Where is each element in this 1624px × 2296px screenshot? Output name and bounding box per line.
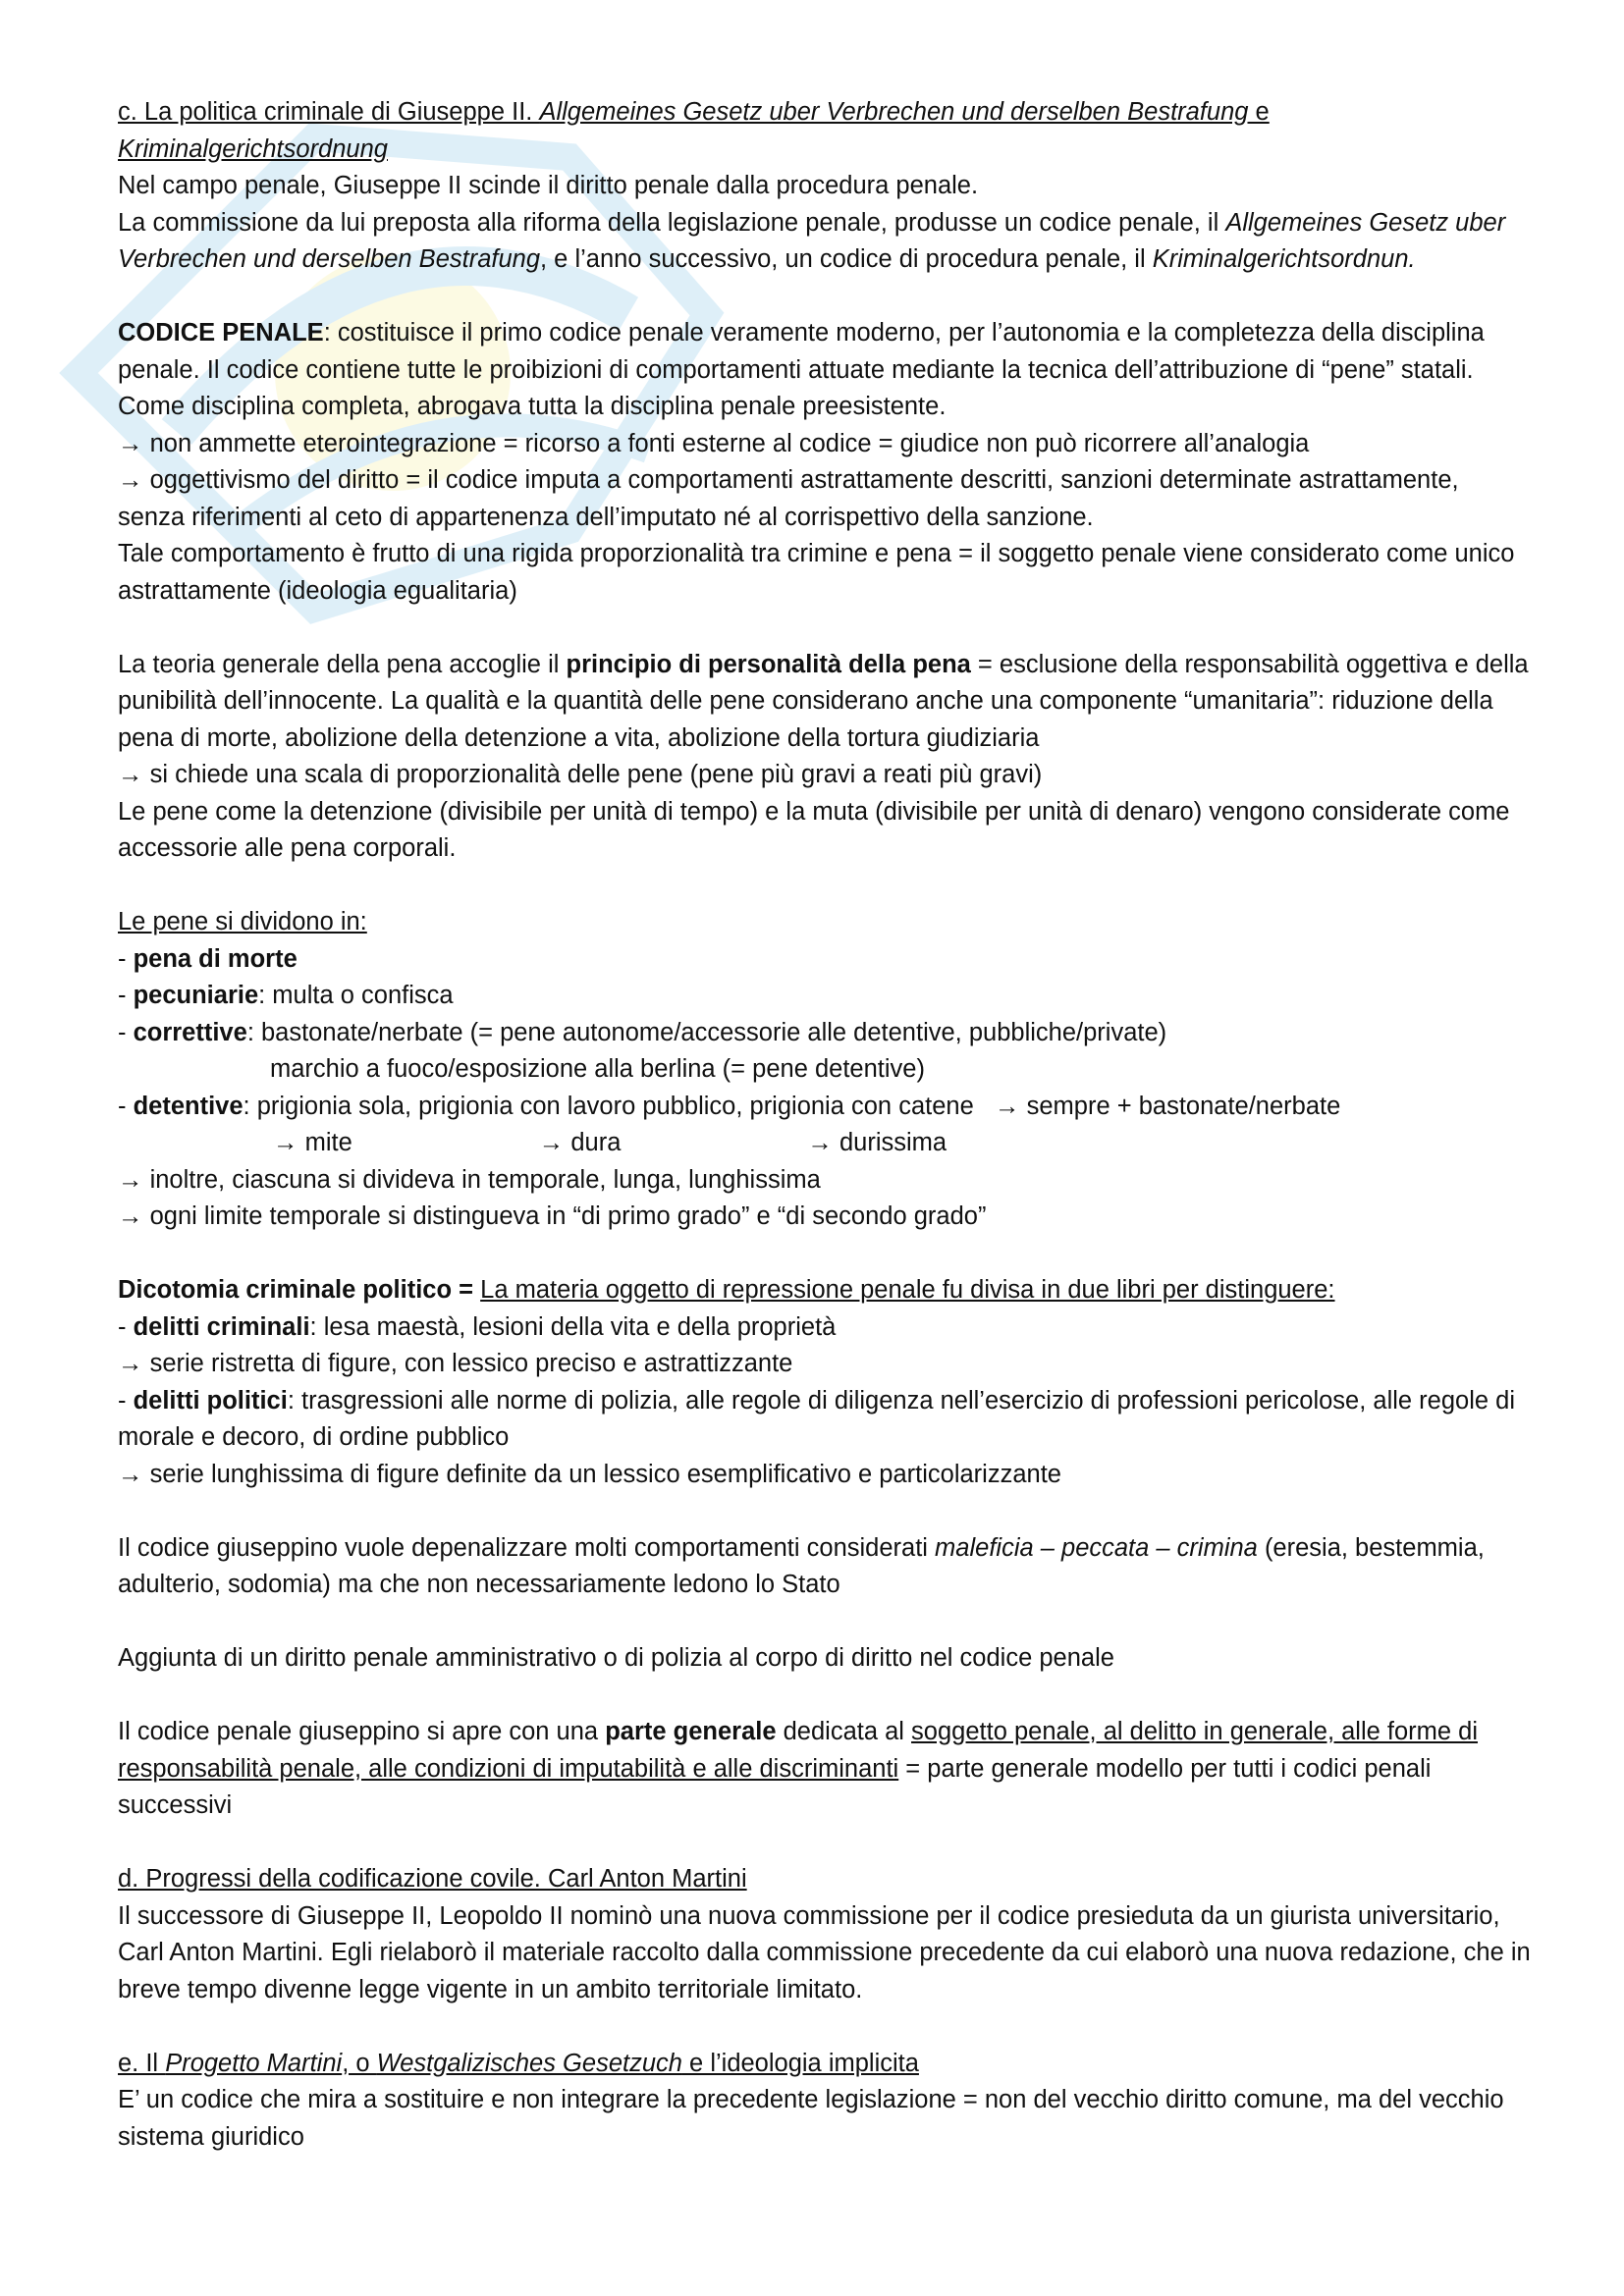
- section-c-heading: c. La politica criminale di Giuseppe II. Allgemeines Gesetz uber Verbrechen und derselben Bestrafung e Kriminalgerichtsordnung: [118, 98, 1270, 163]
- section-d-heading: d. Progressi della codificazione covile. Carl Anton Martini: [118, 1865, 747, 1893]
- arrow-icon: →: [118, 1165, 143, 1194]
- section-d-paragraph: Il successore di Giuseppe II, Leopoldo II nominò una nuova commissione per il codice presieduta da un giurista universitario, Carl Anton Martini. Egli rielaborò il materiale raccolto dalla commissione precedente da cui elaborò una nuova redazione, che in breve tempo divenne legge vigente in un ambito territoriale limitato.: [118, 1901, 1531, 2003]
- arrow-icon: →: [118, 1350, 143, 1377]
- pene-arrow-2: → ogni limite temporale si distingueva in “di primo grado” e “di secondo grado”: [118, 1202, 987, 1230]
- dicotomia-politici-arrow: → serie lunghissima di figure definite da un lessico esemplificativo e particolarizzante: [118, 1460, 1061, 1488]
- pene-arrow-1: → inoltre, ciascuna si divideva in temporale, lunga, lunghissima: [118, 1165, 821, 1194]
- section-e-paragraph: E’ un codice che mira a sostituire e non integrare la precedente legislazione = non del vecchio diritto comune, ma del vecchio sistema giuridico: [118, 2086, 1504, 2151]
- pene-item-correttive: - correttive: bastonate/nerbate (= pene autonome/accessorie alle detentive, pubbliche/private): [118, 1018, 1167, 1046]
- aggiunta-paragraph: Aggiunta di un diritto penale amministrativo o di polizia al corpo di diritto nel codice penale: [118, 1644, 1114, 1672]
- codice-penale-paragraph: CODICE PENALE: costituisce il primo codice penale veramente moderno, per l’autonomia e la completezza della disciplina penale. Il codice contiene tutte le proibizioni di comportamenti attuate mediante la tecnica dell’attribuzione di “pene” statali. Come disciplina completa, abrogava tutta la disciplina penale preesistente.: [118, 319, 1485, 420]
- teoria-arrow: → si chiede una scala di proporzionalità delle pene (pene più gravi a reati più gravi): [118, 761, 1043, 788]
- teoria-paragraph: La teoria generale della pena accoglie il principio di personalità della pena = esclusione della responsabilità oggettiva e della punibilità dell’innocente. La qualità e la quantità delle pene considerano anche una componente “umanitaria”: riduzione della pena di morte, abolizione della detenzione a vita, abolizione della tortura giudiziaria: [118, 650, 1529, 752]
- dicotomia-heading: Dicotomia criminale politico = La materia oggetto di repressione penale fu divisa in due libri per distinguere:: [118, 1276, 1335, 1304]
- parte-generale-paragraph: Il codice penale giuseppino si apre con una parte generale dedicata al soggetto penale, al delitto in generale, alle forme di responsabilità penale, alle condizioni di imputabilità e alle discriminanti = parte generale modello per tutti i codici penali successivi: [118, 1718, 1479, 1819]
- pene-heading: Le pene si dividono in:: [118, 908, 367, 935]
- section-c-paragraph-2: La commissione da lui preposta alla riforma della legislazione penale, produsse un codice penale, il Allgemeines Gesetz uber Verbrechen und derselben Bestrafung, e l’anno successivo, un codice di procedura penale, il Kriminalgerichtsordnun.: [118, 208, 1506, 273]
- pene-item-morte: - pena di morte: [118, 944, 298, 973]
- dicotomia-criminali: - delitti criminali: lesa maestà, lesioni della vita e della proprietà: [118, 1312, 837, 1341]
- arrow-icon: →: [807, 1129, 833, 1156]
- pene-item-detentive: - detentive: prigionia sola, prigionia con lavoro pubblico, prigionia con catene → sempre + bastonate/nerbate: [118, 1092, 1341, 1120]
- codice-arrow-1: → non ammette eterointegrazione = ricorso a fonti esterne al codice = giudice non può ricorrere all’analogia: [118, 429, 1310, 457]
- arrow-icon: →: [118, 1202, 143, 1230]
- codice-arrow-2: → oggettivismo del diritto = il codice imputa a comportamenti astrattamente descritti, sanzioni determinate astrattamente, senza riferimenti al ceto di appartenenza dell’imputato né al corrispettivo della sanzione.: [118, 466, 1459, 531]
- codice-paragraph-3: Tale comportamento è frutto di una rigida proporzionalità tra crimine e pena = il soggetto penale viene considerato come unico astrattamente (ideologia egualitaria): [118, 540, 1515, 605]
- pene-item-correttive-cont: marchio a fuoco/esposizione alla berlina (= pene detentive): [270, 1055, 925, 1083]
- arrow-icon: →: [118, 761, 143, 788]
- dicotomia-politici: - delitti politici: trasgressioni alle norme di polizia, alle regole di diligenza nell’esercizio di professioni pericolose, alle regole di morale e decoro, di ordine pubblico: [118, 1386, 1515, 1451]
- pene-detentive-grades: → mite → dura → durissima: [273, 1129, 947, 1156]
- teoria-paragraph-2: Le pene come la detenzione (divisibile per unità di tempo) e la muta (divisibile per unità di denaro) vengono considerate come accessorie alle pena corporali.: [118, 797, 1510, 862]
- arrow-icon: →: [118, 466, 143, 494]
- giuseppino-paragraph: Il codice giuseppino vuole depenalizzare molti comportamenti considerati maleficia – peccata – crimina (eresia, bestemmia, adulterio, sodomia) ma che non necessariamente ledono lo Stato: [118, 1533, 1485, 1598]
- arrow-icon: →: [538, 1129, 565, 1156]
- section-e-heading: e. Il Progetto Martini, o Westgalizisches Gesetzuch e l’ideologia implicita: [118, 2049, 919, 2077]
- arrow-icon: →: [273, 1129, 298, 1156]
- arrow-icon: →: [995, 1092, 1020, 1120]
- section-c-paragraph-1: Nel campo penale, Giuseppe II scinde il diritto penale dalla procedura penale.: [118, 172, 979, 199]
- arrow-icon: →: [118, 1460, 143, 1488]
- pene-item-pecuniarie: - pecuniarie: multa o confisca: [118, 982, 454, 1009]
- arrow-icon: →: [118, 429, 143, 457]
- dicotomia-criminali-arrow: → serie ristretta di figure, con lessico preciso e astrattizzante: [118, 1350, 793, 1377]
- document-page: [118, 94, 1532, 2156]
